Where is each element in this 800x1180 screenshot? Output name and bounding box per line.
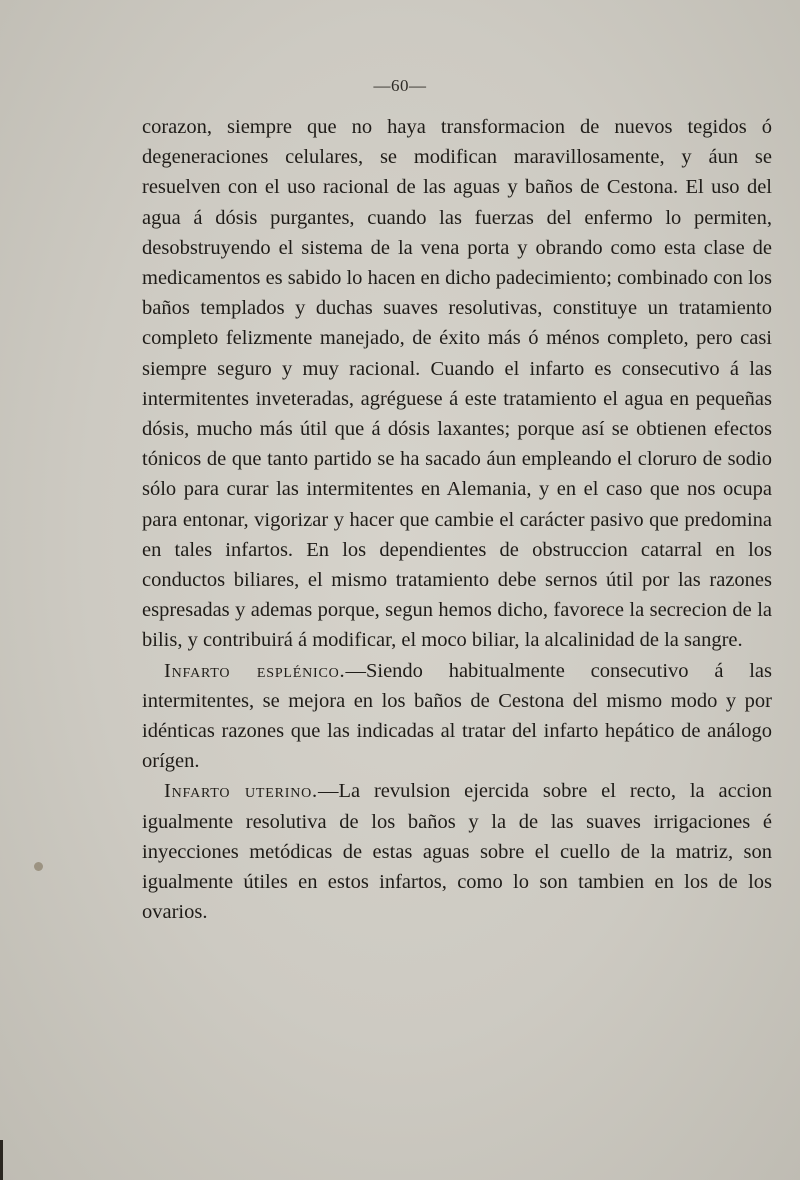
margin-ink-spot [34,862,43,871]
section-heading-splenic: Infarto esplénico. [164,659,346,682]
section-heading-uterine: Infarto uterino. [164,780,318,803]
paragraph-text: —La revulsion ejercida sobre el recto, la accion igualmente resolutiva de los baños y la de las suaves irrigaciones é inyecciones metódicas de estas aguas sobre el cuello de la matriz, son igualmente útiles en estos infartos, como lo son tambien en los de los ovarios. [142,780,773,924]
page-number: —60— [373,76,427,95]
paragraph-text: —Siendo habitualmente consecutivo á las intermitentes, se mejora en los baños de Cestona del mismo modo y por idénticas razones que las indicadas al tratar del infarto hepático de análogo orígen. [142,659,772,773]
paragraph-splenic-infarct [142,656,772,777]
paragraph-uterine-infarct [142,776,772,927]
paragraph-hepatic-continuation [142,112,772,656]
body-text [142,112,772,927]
page-edge-mark [0,1140,3,1180]
paragraph-text: corazon, siempre que no haya transformacion de nuevos tegidos ó degeneraciones celulares, se modifican maravillosamente, y áun se resuelven con el uso racional de las aguas y baños de Cestona. El uso del agua á dósis purgantes, cuando las fuerzas del enfermo lo permiten, desobstruyendo el sistema de la vena porta y obrando como esta clase de medicamentos es sabido lo hacen en dicho padecimiento; combinado con los baños templados y duchas suaves resolutivas, constituye un tratamiento completo felizmente manejado, de éxito más ó ménos completo, pero casi siempre seguro y muy racional. Cuando el infarto es consecutivo á las intermitentes inveteradas, agréguese á este tratamiento el agua en pequeñas dósis, mucho más útil que á dósis laxantes; porque así se obtienen efectos tónicos de que tanto partido se ha sacado áun empleando el cloruro de sodio sólo para curar las intermitentes en Alemania, y en el caso que nos ocupa para entonar, vigorizar y hacer que cambie el carácter pasivo que predomina en tales infartos. En los dependientes de obstruccion catarral en los conductos biliares, el mismo tratamiento debe sernos útil por las razones espresadas y ademas porque, segun hemos dicho, favorece la secrecion de la bilis, y contribuirá á modificar, el moco biliar, la alcalinidad de la sangre. [142,116,772,652]
